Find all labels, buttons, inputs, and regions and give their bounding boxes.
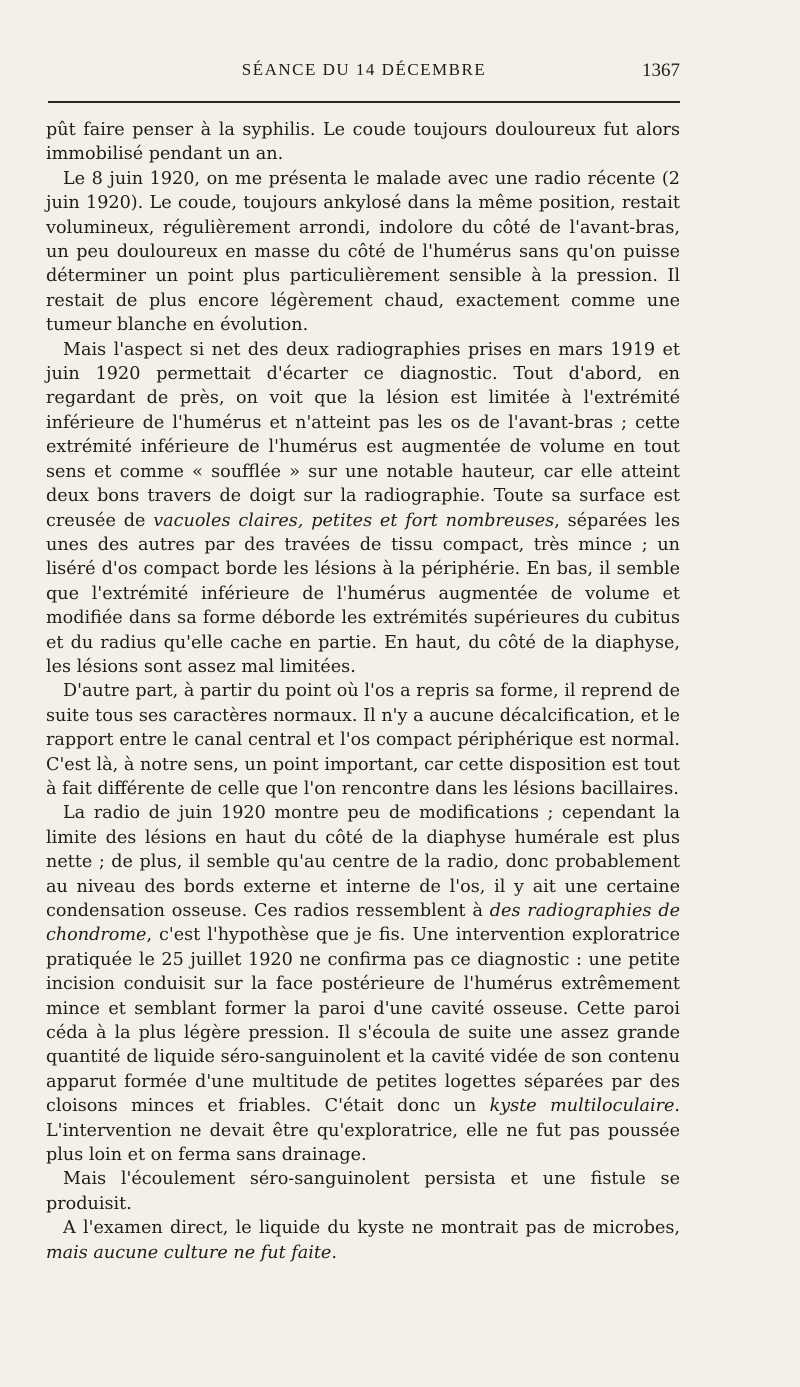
text-run: D'autre part, à partir du point où l'os a repris sa forme, il reprend de suite tous ses caractères normaux. Il n'y a aucune décalcification, et le rapport entre le canal central et l'os compact périphérique est normal. C'est là, à notre sens, un point important, car cette disposition est tout à fait différente de celle que l'on rencontre dans les lésions bacillaires.: [46, 681, 680, 799]
text-run: . L'intervention ne devait être qu'exploratrice, elle ne fut pas poussée plus loin et on ferma sans drainage.: [46, 1096, 680, 1166]
italic-run: kyste multiloculaire: [489, 1096, 675, 1117]
text-run: A l'examen direct, le liquide du kyste ne montrait pas de microbes,: [63, 1218, 680, 1239]
paragraph: [46, 1167, 680, 1216]
italic-run: des radiographies de chondrome: [46, 901, 680, 946]
paragraph: [46, 801, 680, 1167]
text-run: , séparées les unes des autres par des travées de tissu compact, très mince ; un liséré d'os compact borde les lésions à la périphérie. En bas, il semble que l'extrémité inférieure de l'humérus augmentée de volume et modifiée dans sa forme déborde les extrémités supérieures du cubitus et du radius qu'elle cache en partie. En haut, du côté de la diaphyse, les lésions sont assez mal limitées.: [46, 510, 680, 677]
text-run: Le 8 juin 1920, on me présenta le malade avec une radio récente (2 juin 1920). Le coude, toujours ankylosé dans la même position, restait volumineux, régulièrement arrondi, indolore du côté de l'avant-bras, un peu douloureux en masse du côté de l'humérus sans qu'on puisse déterminer un point plus particulièrement sensible à la pression. Il restait de plus encore légèrement chaud, exactement comme une tumeur blanche en évolution.: [46, 168, 680, 336]
page-header: [48, 60, 680, 88]
paragraph: [46, 118, 680, 167]
text-run: pût faire penser à la syphilis. Le coude toujours douloureux fut alors immobilisé pendant un an.: [46, 120, 680, 165]
text-run: , c'est l'hypothèse que je fis. Une intervention exploratrice pratiquée le 25 juillet 1920 ne confirma pas ce diagnostic : une petite incision conduisit sur la face postérieure de l'humérus extrêmement mince et semblant former la paroi d'une cavité osseuse. Cette paroi céda à la plus légère pression. Il s'écoula de suite une assez grande quantité de liquide séro-sanguinolent et la cavité vidée de son contenu apparut formée d'une multitude de petites logettes séparées par des cloisons minces et friables. C'était donc un: [46, 925, 680, 1117]
paragraph: [46, 338, 680, 680]
paragraph: [46, 679, 680, 801]
body-text: [46, 118, 680, 1265]
paragraph: [46, 1216, 680, 1265]
text-run: Mais l'écoulement séro-sanguinolent persista et une fistule se produisit.: [46, 1169, 680, 1214]
text-run: La radio de juin 1920 montre peu de modifications ; cependant la limite des lésions en haut du côté de la diaphyse humérale est plus nette ; de plus, il semble qu'au centre de la radio, donc probablement au niveau des bords externe et interne de l'os, il y ait une certaine condensation osseuse. Ces radios ressemblent à: [46, 803, 680, 921]
running-title: SÉANCE DU 14 DÉCEMBRE: [241, 60, 487, 79]
paragraph: [46, 167, 680, 338]
italic-run: mais aucune culture ne fut faite.: [46, 1242, 337, 1263]
italic-run: vacuoles claires, petites et fort nombreuses: [153, 510, 555, 531]
page-number: 1367: [642, 60, 680, 81]
header-rule: [48, 101, 680, 103]
text-run: Mais l'aspect si net des deux radiographies prises en mars 1919 et juin 1920 permettait d'écarter ce diagnostic. Tout d'abord, en regardant de près, on voit que la lésion est limitée à l'extrémité inférieure de l'humérus et n'atteint pas les os de l'avant-bras ; cette extrémité inférieure de l'humérus est augmentée de volume en tout sens et comme « soufflée » sur une notable hauteur, car elle atteint deux bons travers de doigt sur la radiographie. Toute sa surface est creusée de: [46, 339, 680, 531]
